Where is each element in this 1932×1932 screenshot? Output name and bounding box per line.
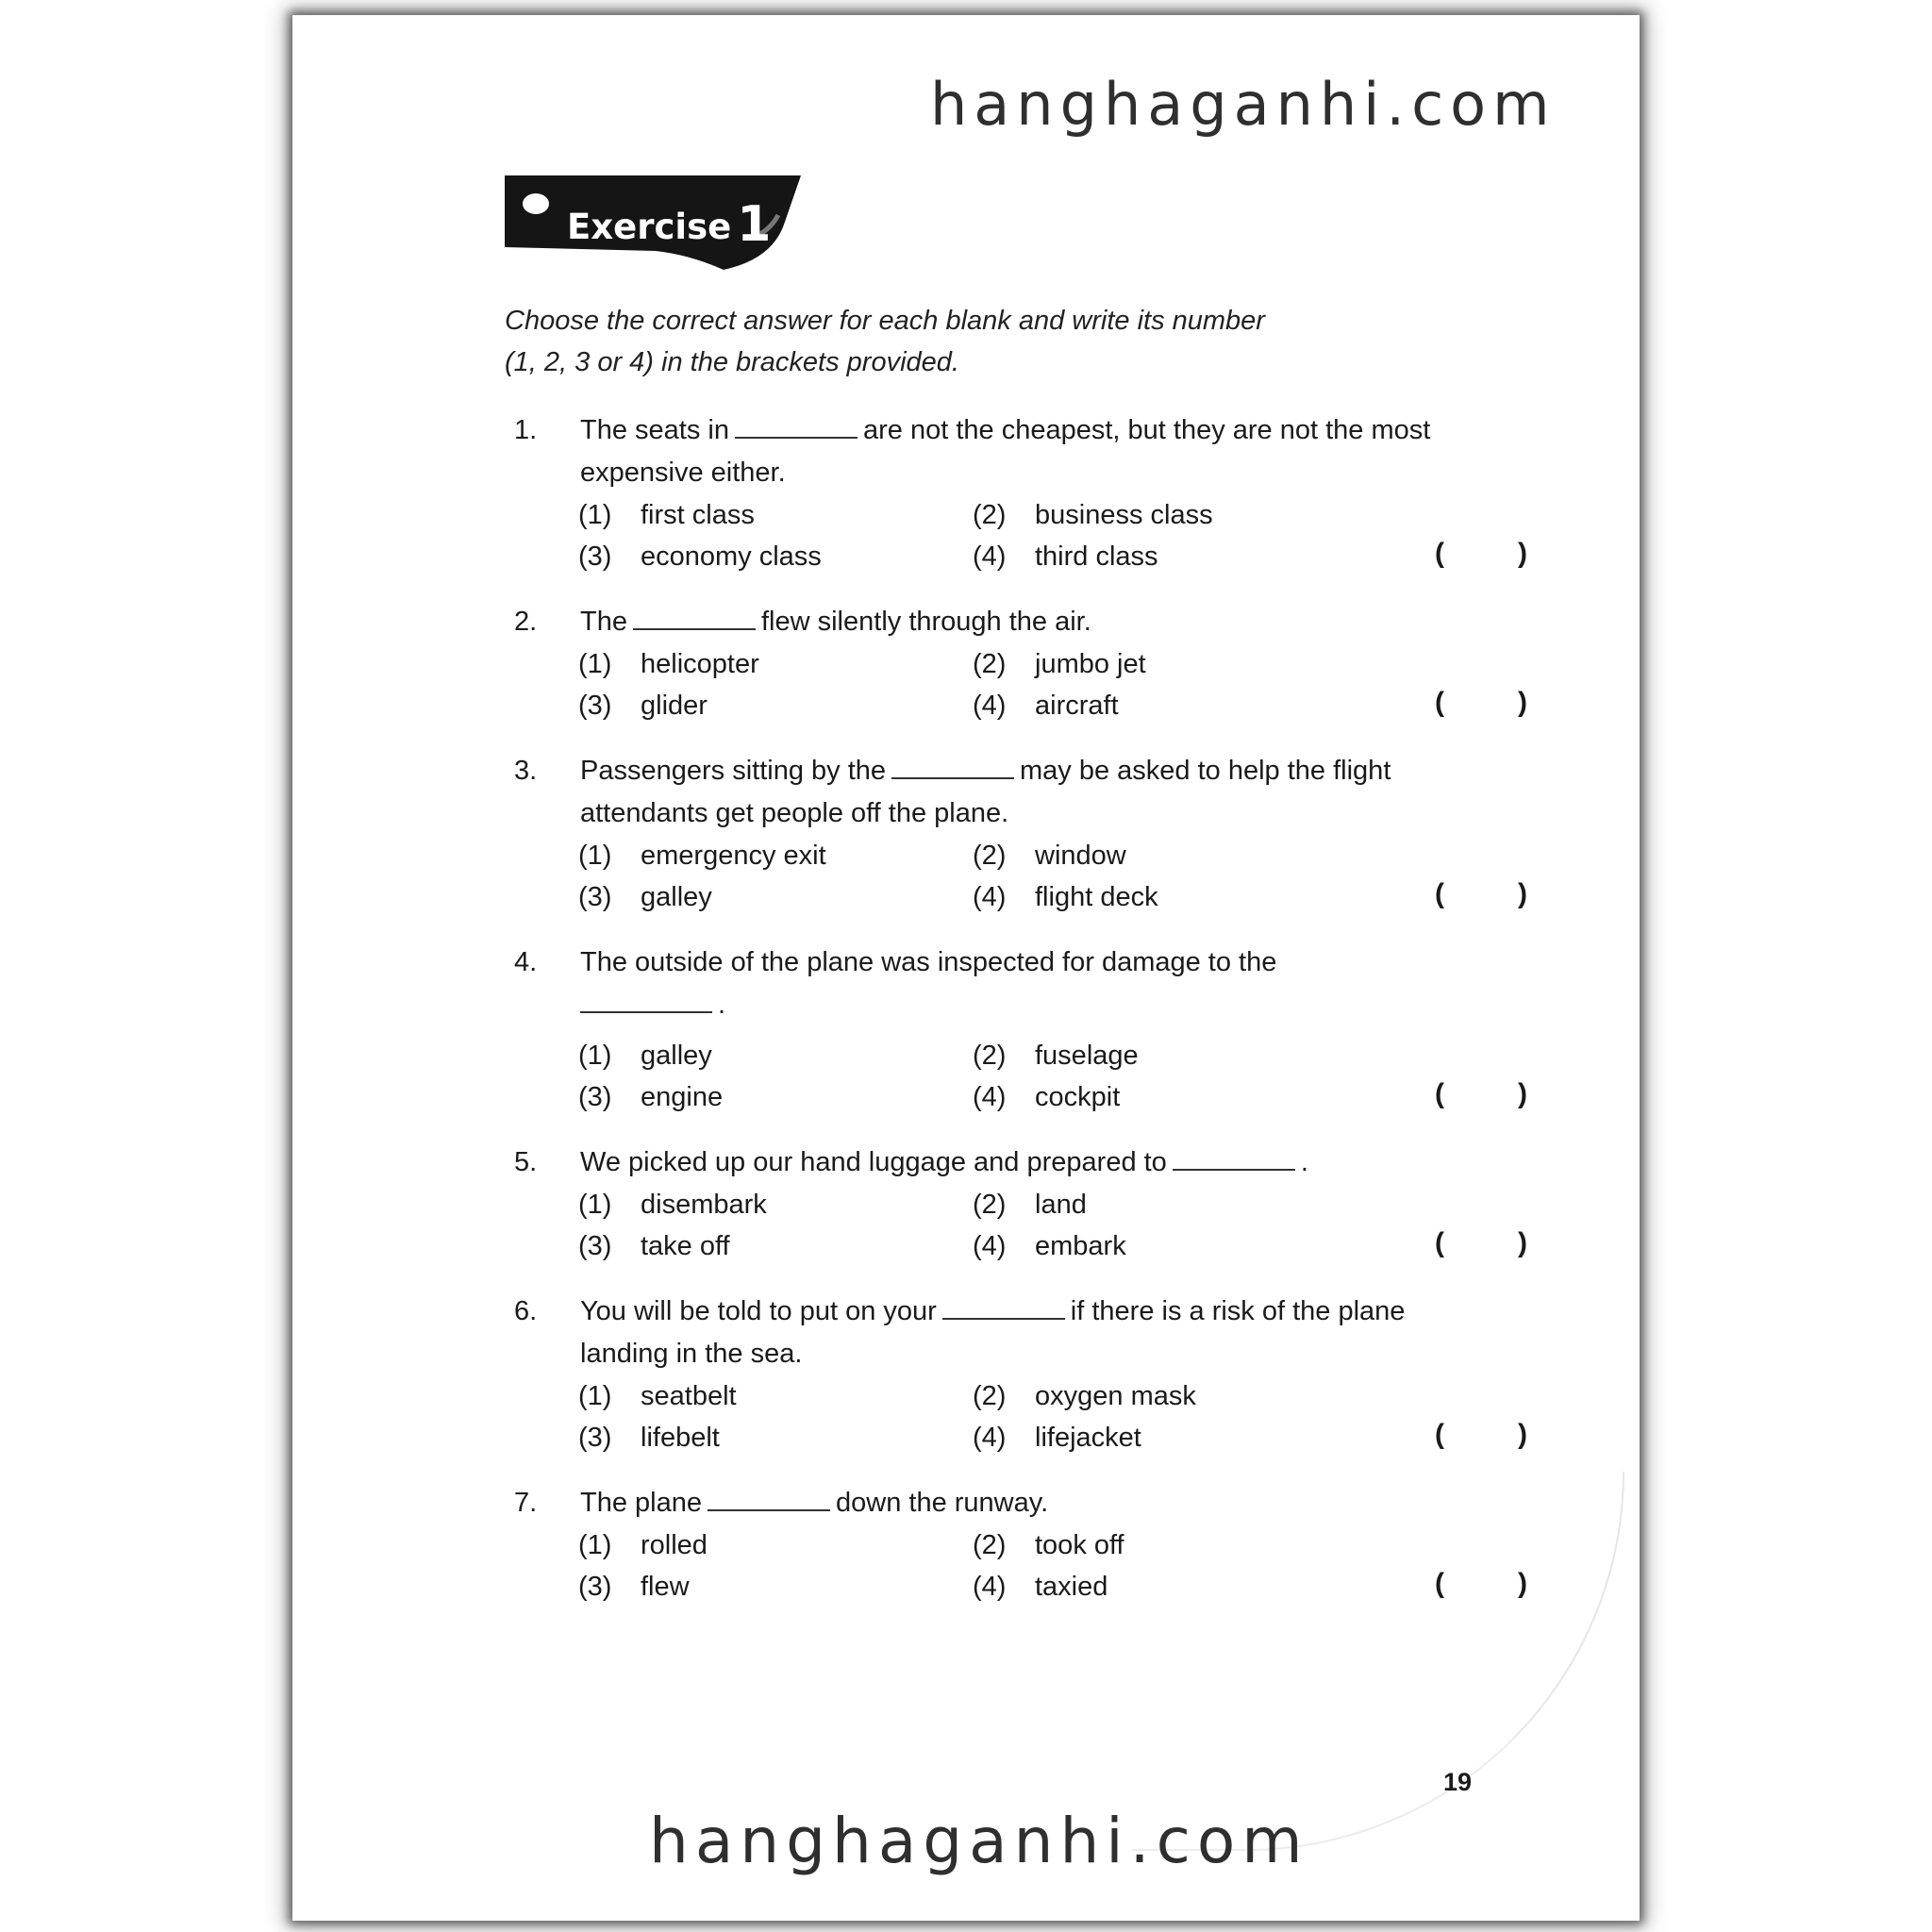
option-2: (2) land [973, 1189, 1087, 1220]
answer-bracket[interactable]: ( ) [1435, 687, 1527, 718]
option-2: (2) jumbo jet [973, 648, 1146, 679]
question-7 [514, 1482, 1527, 1607]
answer-blank [942, 1297, 1065, 1320]
question-1 [514, 409, 1527, 577]
question-number: 1. [514, 415, 538, 445]
option-grid [578, 1184, 1527, 1267]
page-number: 19 [1443, 1768, 1473, 1796]
question-number: 3. [514, 756, 538, 786]
question-text-before: You will be told to put on your [580, 1296, 937, 1326]
option-2: (2) fuselage [973, 1040, 1139, 1071]
option-4: (4) aircraft [973, 690, 1119, 721]
question-text-after: are not the cheapest, but they are not the most expensive either. [580, 415, 1431, 488]
question-text-after: . [1300, 1147, 1308, 1177]
instructions-line-2: (1, 2, 3 or 4) in the brackets provided. [505, 347, 959, 377]
question-text [580, 1482, 1434, 1524]
question-text-after: flew silently through the air. [760, 607, 1091, 637]
option-3: (3) galley [578, 881, 712, 912]
question-list [514, 409, 1527, 1631]
option-grid [578, 835, 1527, 918]
question-2 [514, 601, 1527, 726]
banner-bullet-icon [520, 189, 552, 221]
option-2: (2) took off [973, 1529, 1124, 1560]
option-3: (3) engine [578, 1081, 724, 1112]
question-text [580, 601, 1434, 643]
option-3: (3) take off [578, 1230, 730, 1261]
question-text-before: We picked up our hand luggage and prepared to [580, 1147, 1167, 1177]
option-4: (4) third class [973, 541, 1158, 572]
option-1: (1) seatbelt [578, 1380, 737, 1411]
question-text-before: The seats in [580, 415, 729, 445]
option-1: (1) helicopter [578, 648, 759, 679]
question-number: 4. [514, 947, 538, 977]
question-5 [514, 1141, 1527, 1267]
answer-bracket[interactable]: ( ) [1435, 1078, 1527, 1109]
answer-blank [735, 416, 858, 439]
answer-blank [891, 757, 1014, 779]
option-2: (2) oxygen mask [973, 1380, 1196, 1411]
banner-label: Exercise [567, 207, 732, 247]
option-3: (3) glider [578, 690, 708, 721]
option-1: (1) first class [578, 499, 755, 530]
option-grid [578, 643, 1527, 726]
instructions [505, 300, 1429, 383]
question-text [580, 409, 1434, 494]
option-4: (4) cockpit [973, 1081, 1121, 1112]
instructions-line-1: Choose the correct answer for each blank and write its number [505, 306, 1265, 336]
option-4: (4) lifejacket [973, 1422, 1141, 1453]
question-number: 5. [514, 1147, 538, 1177]
option-3: (3) flew [578, 1571, 690, 1602]
question-text: The outside of the plane was inspected for damage to the [580, 947, 1277, 977]
option-1: (1) galley [578, 1040, 712, 1071]
option-4: (4) flight deck [973, 881, 1158, 912]
answer-bracket[interactable]: ( ) [1435, 878, 1527, 909]
question-text-after: may be asked to help the flight attendants get people off the plane. [580, 756, 1391, 828]
question-text [580, 750, 1434, 835]
banner-number: 1 [737, 196, 772, 253]
exercise-banner [505, 175, 801, 272]
option-3: (3) lifebelt [578, 1422, 720, 1453]
question-text [580, 1291, 1434, 1375]
question-text-after: . [718, 990, 726, 1020]
question-number: 6. [514, 1296, 538, 1326]
option-1: (1) disembark [578, 1189, 767, 1220]
question-text-before: Passengers sitting by the [580, 756, 887, 786]
question-text [580, 1141, 1434, 1184]
option-1: (1) rolled [578, 1529, 708, 1560]
answer-blank [633, 608, 756, 630]
option-2: (2) window [973, 840, 1126, 871]
option-2: (2) business class [973, 499, 1213, 530]
option-grid [578, 494, 1527, 577]
option-4: (4) embark [973, 1230, 1126, 1261]
answer-bracket[interactable]: ( ) [1435, 1227, 1527, 1258]
option-3: (3) economy class [578, 541, 822, 572]
question-6 [514, 1291, 1527, 1458]
question-3 [514, 750, 1527, 918]
watermark-top: hanghaganhi.com [930, 70, 1557, 139]
answer-bracket[interactable]: ( ) [1435, 538, 1527, 569]
question-number: 7. [514, 1488, 538, 1518]
option-4: (4) taxied [973, 1571, 1108, 1602]
answer-blank [1173, 1148, 1295, 1171]
question-4 [514, 941, 1527, 1118]
question-text-before: The [580, 607, 627, 637]
option-1: (1) emergency exit [578, 840, 826, 871]
answer-bracket[interactable]: ( ) [1435, 1568, 1527, 1599]
answer-bracket[interactable]: ( ) [1435, 1419, 1527, 1450]
question-text-before: The plane [580, 1488, 702, 1518]
option-grid [578, 1375, 1527, 1458]
question-text-after: if there is a risk of the plane landing in the sea. [580, 1296, 1406, 1369]
question-number: 2. [514, 607, 538, 637]
option-grid [578, 1524, 1527, 1607]
option-grid [578, 1035, 1527, 1118]
answer-blank [708, 1489, 830, 1511]
answer-blank [580, 991, 712, 1013]
watermark-bottom: hanghaganhi.com [649, 1805, 1309, 1877]
question-text-after: down the runway. [836, 1488, 1049, 1518]
